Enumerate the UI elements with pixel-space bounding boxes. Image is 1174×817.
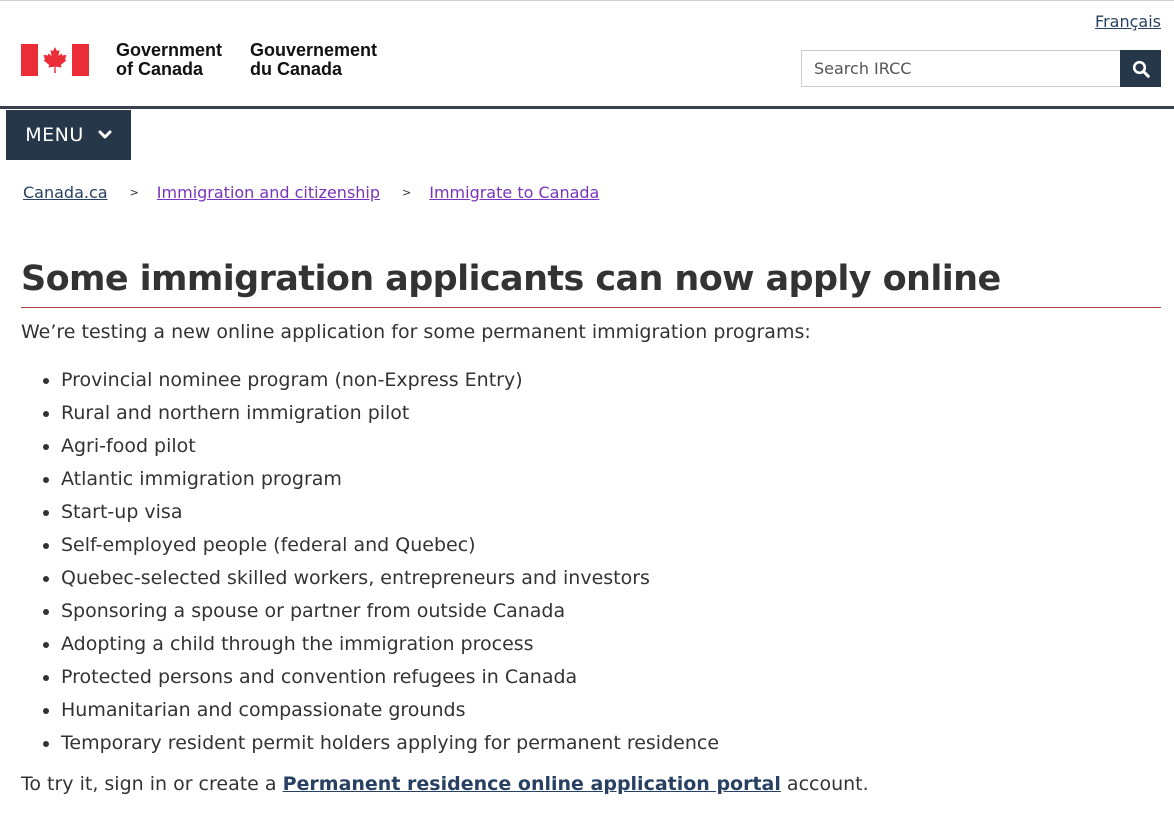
breadcrumb-separator: >	[402, 186, 412, 199]
portal-link[interactable]: Permanent residence online application portal	[282, 773, 781, 795]
wordmark-french	[250, 41, 377, 79]
intro-text: We’re testing a new online application for some permanent immigration programs:	[21, 321, 811, 343]
list-item: • Agri-food pilot	[61, 430, 719, 463]
list-item: • Self-employed people (federal and Quebec)	[61, 529, 719, 562]
list-item: • Temporary resident permit holders applying for permanent residence	[61, 727, 719, 760]
list-item: • Adopting a child through the immigration process	[61, 628, 719, 661]
cta-paragraph	[21, 771, 869, 797]
top-border	[0, 0, 1174, 1]
cta-text-before: To try it, sign in or create a	[21, 773, 283, 795]
title-underline	[21, 307, 1161, 308]
search-icon	[1132, 60, 1150, 78]
menu-label: MENU	[25, 124, 84, 146]
cta-text-after: account.	[780, 773, 869, 795]
list-item: • Provincial nominee program (non-Express Entry)	[61, 364, 719, 397]
list-item: • Start-up visa	[61, 496, 719, 529]
wordmark-en-line-1: Government	[116, 40, 223, 60]
program-list	[21, 364, 719, 760]
search-input[interactable]	[801, 50, 1120, 87]
wordmark-english	[116, 41, 222, 79]
canada-flag-logo	[21, 44, 89, 76]
list-item: • Quebec-selected skilled workers, entrepreneurs and investors	[61, 562, 719, 595]
header-divider	[0, 106, 1174, 109]
list-item: • Rural and northern immigration pilot	[61, 397, 719, 430]
breadcrumb-link-immigration[interactable]: Immigration and citizenship	[156, 183, 381, 202]
language-toggle-link[interactable]: Français	[1095, 12, 1161, 31]
list-item: • Humanitarian and compassionate grounds	[61, 694, 719, 727]
list-item: • Protected persons and convention refugees in Canada	[61, 661, 719, 694]
wordmark-en-line-2: of Canada	[116, 59, 204, 79]
maple-leaf-icon	[43, 47, 67, 73]
breadcrumb-link-immigrate[interactable]: Immigrate to Canada	[429, 183, 600, 202]
page-title: Some immigration applicants can now apply online	[21, 259, 1001, 299]
list-item: • Sponsoring a spouse or partner from outside Canada	[61, 595, 719, 628]
search-form	[801, 50, 1161, 87]
wordmark-fr-line-2: du Canada	[250, 59, 343, 79]
search-button[interactable]	[1120, 50, 1161, 87]
wordmark-fr-line-1: Gouvernement	[250, 40, 378, 60]
breadcrumb	[23, 183, 599, 202]
breadcrumb-link-canada[interactable]: Canada.ca	[23, 183, 108, 202]
list-item: • Atlantic immigration program	[61, 463, 719, 496]
breadcrumb-separator: >	[129, 186, 139, 199]
chevron-down-icon	[98, 130, 112, 140]
menu-button[interactable]	[6, 110, 131, 160]
